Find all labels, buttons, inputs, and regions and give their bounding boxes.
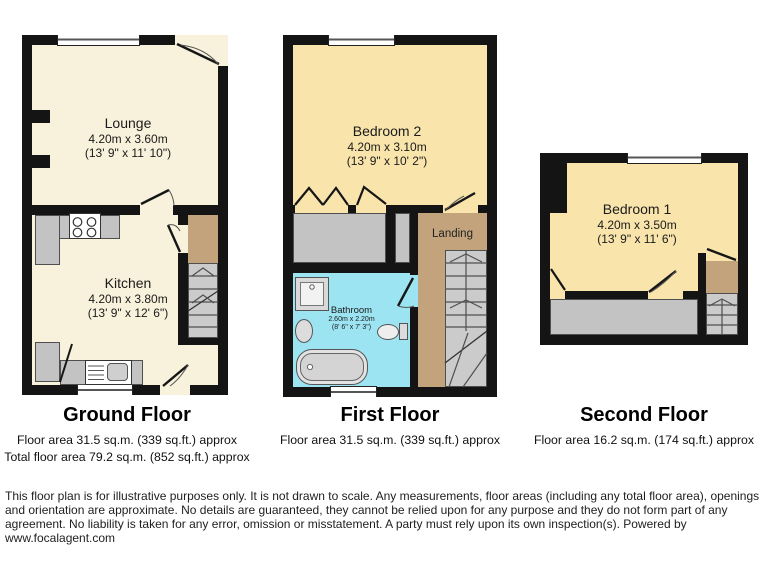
floor-title: Ground Floor xyxy=(63,404,191,426)
first-floor-plan xyxy=(283,35,497,397)
kitchen-window xyxy=(77,384,133,395)
floor-title: First Floor xyxy=(340,404,440,426)
room-label-bedroom2 xyxy=(297,123,477,168)
eaves-door-opening-left xyxy=(550,291,565,299)
bedroom2-window xyxy=(328,35,395,46)
second-floor-plan xyxy=(540,153,748,345)
room-label-lounge xyxy=(38,115,218,160)
total-floor-area-text: Total floor area 79.2 sq.m. (852 sq.ft.) approx xyxy=(4,450,250,464)
ground-floor-plan xyxy=(22,35,228,395)
bedroom2-landing-door-opening xyxy=(443,205,478,213)
kitchen-under-stairs-area xyxy=(178,345,218,385)
first-floor-caption xyxy=(272,404,508,447)
stove-icon xyxy=(69,213,101,239)
bathtub-inner xyxy=(300,353,364,381)
stair-enclosure-wall xyxy=(698,253,706,335)
room-label-bathroom xyxy=(293,305,410,333)
room-dims-imperial: (8' 6" x 7' 3") xyxy=(331,324,372,332)
eaves-door-opening xyxy=(648,291,683,299)
lounge-window xyxy=(57,35,140,46)
kitchen-counter-left xyxy=(35,215,60,265)
wardrobe-door-opening-2 xyxy=(356,205,386,213)
shower-tray xyxy=(300,282,324,306)
room-dims-metric: 2.60m x 2.20m xyxy=(328,316,375,324)
floor-title: Second Floor xyxy=(580,404,708,426)
room-dims-metric: 4.20m x 3.80m xyxy=(88,291,168,306)
floor-area-text: Floor area 16.2 sq.m. (174 sq.ft.) approx xyxy=(533,433,755,447)
ground-floor-caption xyxy=(2,404,252,464)
second-floor-stairs xyxy=(706,293,738,335)
wardrobe-door-opening-1 xyxy=(295,205,348,213)
sink-basin xyxy=(107,363,128,381)
room-dims-imperial: (13' 9" x 12' 6") xyxy=(87,305,169,320)
disclaimer-text: This floor plan is for illustrative purposes only. It is not drawn to scale. Any measurements, floor areas (including any total floor area), openings and orientation are approximate. No details are guaranteed, they cannot be relied upon for any purpose and they do not form part of any agreement. No liability is taken for any error, omission or misstatement. A party must rely upon its own inspection(s). Powered by www.focalagent.com xyxy=(5,489,760,545)
entrance-door-opening-side xyxy=(218,35,228,66)
closet-area xyxy=(706,261,738,293)
wardrobe-area xyxy=(293,213,386,263)
first-floor-stairs xyxy=(445,250,487,387)
bedroom1-window xyxy=(627,153,702,164)
room-name: Bedroom 2 xyxy=(352,123,422,139)
eaves-storage-area xyxy=(550,299,698,335)
kitchen-hall-door-opening xyxy=(178,225,188,253)
room-label-bedroom1 xyxy=(547,201,727,246)
second-floor-caption xyxy=(526,404,762,447)
entrance-door-opening-top xyxy=(175,35,218,45)
room-dims-metric: 4.20m x 3.60m xyxy=(88,131,168,146)
room-name: Kitchen xyxy=(104,275,152,291)
bathroom-window xyxy=(330,386,377,397)
room-name: Bathroom xyxy=(330,305,373,316)
room-name: Lounge xyxy=(104,115,152,131)
floor-area-text: Floor area 31.5 sq.m. (339 sq.ft.) approx xyxy=(279,433,501,447)
room-dims-imperial: (13' 9" x 10' 2") xyxy=(346,153,428,168)
floor-area-text: Floor area 31.5 sq.m. (339 sq.ft.) approx xyxy=(16,433,238,447)
kitchen-back-door-opening xyxy=(160,385,190,395)
room-name: Bedroom 1 xyxy=(602,201,672,217)
room-label-landing: Landing xyxy=(432,228,473,240)
room-label-kitchen xyxy=(43,275,213,320)
bathroom-door-opening xyxy=(410,275,418,307)
storage-strip xyxy=(395,213,410,263)
lounge-kitchen-door-opening xyxy=(140,205,173,215)
room-dims-metric: 4.20m x 3.50m xyxy=(597,217,677,232)
room-dims-imperial: (13' 9" x 11' 6") xyxy=(597,231,677,246)
room-dims-metric: 4.20m x 3.10m xyxy=(347,139,427,154)
room-dims-imperial: (13' 9" x 11' 10") xyxy=(84,145,172,160)
kitchen-counter-bottom-left xyxy=(35,342,60,382)
hallway-area xyxy=(188,215,218,263)
